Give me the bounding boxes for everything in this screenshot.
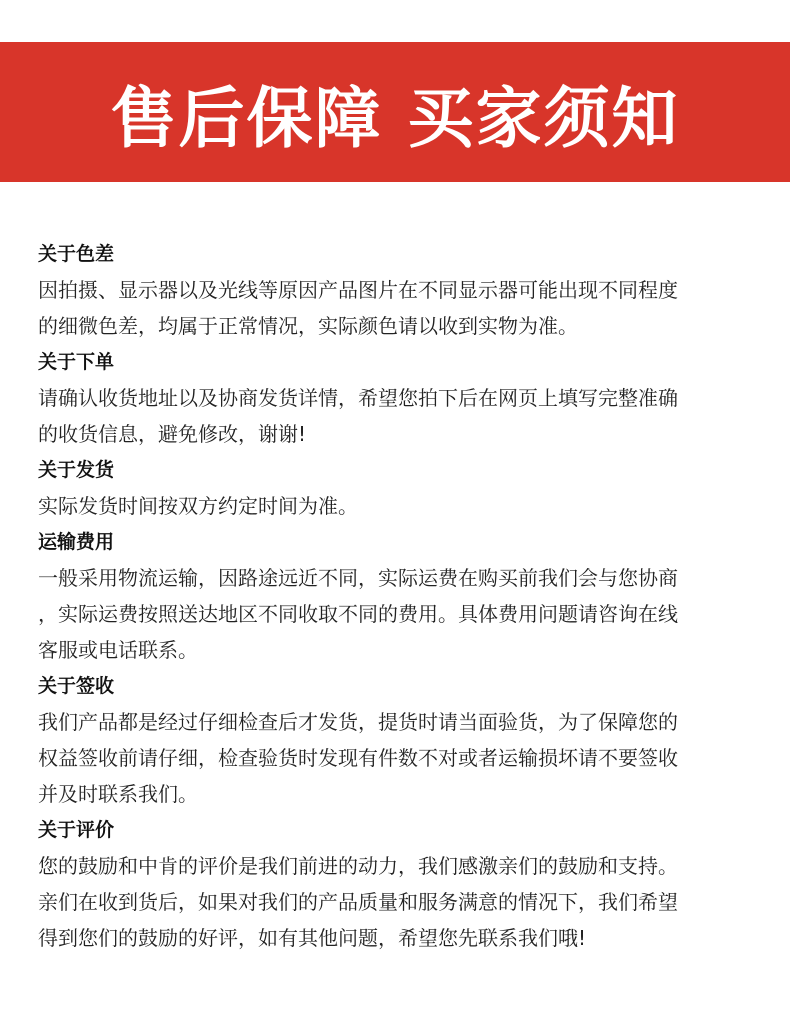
section-text: 亲们在收到货后，如果对我们的产品质量和服务满意的情况下，我们希望 — [38, 890, 678, 914]
section-text: 一般采用物流运输，因路途远近不同，实际运费在购买前我们会与您协商 — [38, 566, 678, 590]
section-text: 权益签收前请仔细，检查验货时发现有件数不对或者运输损坏请不要签收 — [38, 746, 678, 770]
section-shipping — [38, 452, 750, 524]
section-heading: 关于评价 — [38, 819, 115, 841]
section-freight-cost — [38, 524, 750, 668]
section-text: ，实际运费按照送达地区不同收取不同的费用。具体费用问题请咨询在线 — [38, 602, 678, 626]
section-ordering — [38, 344, 750, 452]
section-text: 我们产品都是经过仔细检查后才发货，提货时请当面验货，为了保障您的 — [38, 710, 678, 734]
section-text: 的收货信息，避免修改，谢谢! — [38, 422, 307, 446]
section-text: 实际发货时间按双方约定时间为准。 — [38, 494, 358, 518]
section-heading: 关于签收 — [38, 675, 115, 697]
section-text: 客服或电话联系。 — [38, 638, 198, 662]
section-text: 得到您们的鼓励的好评，如有其他问题，希望您先联系我们哦! — [38, 926, 587, 950]
section-color-difference — [38, 236, 750, 344]
section-receipt — [38, 668, 750, 812]
header-banner — [0, 42, 790, 182]
section-heading: 关于下单 — [38, 351, 115, 373]
section-text: 请确认收货地址以及协商发货详情，希望您拍下后在网页上填写完整准确 — [38, 386, 678, 410]
page-title: 售后保障 买家须知 — [110, 79, 680, 157]
section-heading: 关于色差 — [38, 243, 115, 265]
section-heading: 运输费用 — [38, 531, 115, 553]
notice-content — [38, 236, 750, 956]
section-review — [38, 812, 750, 956]
section-text: 因拍摄、显示器以及光线等原因产品图片在不同显示器可能出现不同程度 — [38, 278, 678, 302]
section-text: 并及时联系我们。 — [38, 782, 198, 806]
section-text: 的细微色差，均属于正常情况，实际颜色请以收到实物为准。 — [38, 314, 578, 338]
section-text: 您的鼓励和中肯的评价是我们前进的动力，我们感激亲们的鼓励和支持。 — [38, 854, 678, 878]
section-heading: 关于发货 — [38, 459, 115, 481]
